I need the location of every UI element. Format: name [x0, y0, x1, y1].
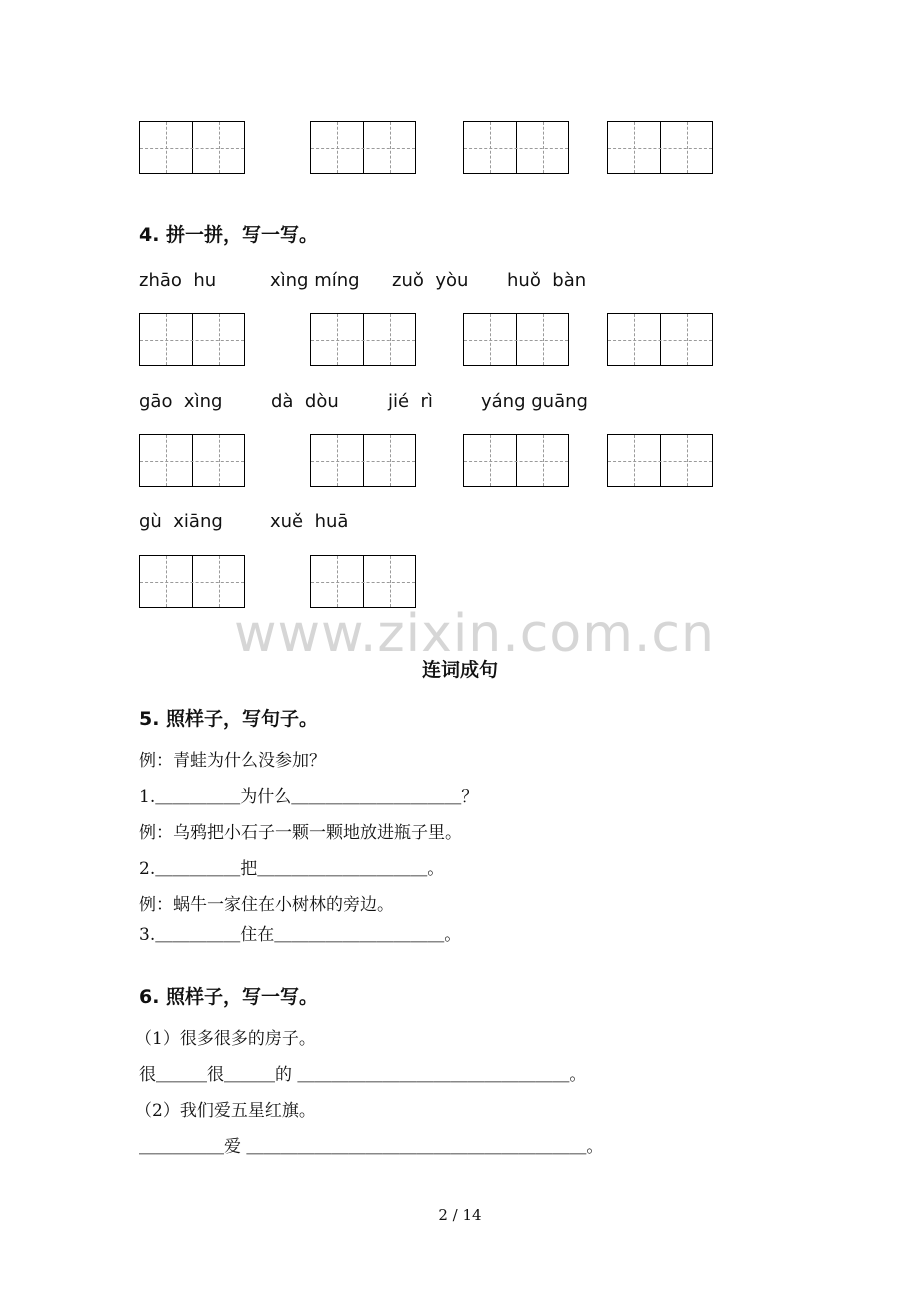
writing-box[interactable] [607, 313, 713, 366]
pinyin-label: zuǒ yòu [392, 270, 469, 291]
pinyin-label: dà dòu [271, 391, 339, 412]
page-number: 2 / 14 [438, 1206, 482, 1224]
writing-box[interactable] [310, 313, 416, 366]
writing-box[interactable] [310, 555, 416, 608]
writing-box[interactable] [463, 313, 569, 366]
pinyin-label: jié rì [388, 391, 433, 412]
q6-heading: 6. 照样子，写一写。 [139, 986, 319, 1008]
q5-line: 例：青蛙为什么没参加？ [139, 751, 326, 771]
pinyin-label: zhāo hu [139, 270, 217, 291]
q6-line: 很＿＿＿很＿＿＿的 ＿＿＿＿＿＿＿＿＿＿＿＿＿＿＿＿。 [139, 1065, 587, 1085]
q6-line: （2）我们爱五星红旗。 [135, 1101, 316, 1121]
q6-line: （1）很多很多的房子。 [135, 1029, 316, 1049]
writing-box[interactable] [463, 121, 569, 174]
q4-heading: 4. 拼一拼，写一写。 [139, 224, 319, 246]
writing-box[interactable] [463, 434, 569, 487]
q5-line: 3.＿＿＿＿＿住在＿＿＿＿＿＿＿＿＿＿。 [139, 925, 462, 945]
section-title: 连词成句 [421, 659, 498, 681]
writing-box[interactable] [607, 434, 713, 487]
watermark: www.zixin.com.cn [234, 604, 715, 664]
q5-heading: 5. 照样子，写句子。 [139, 708, 319, 730]
q5-line: 2.＿＿＿＿＿把＿＿＿＿＿＿＿＿＿＿。 [139, 859, 445, 879]
q5-line: 1.＿＿＿＿＿为什么＿＿＿＿＿＿＿＿＿＿？ [139, 787, 479, 807]
writing-box[interactable] [139, 121, 245, 174]
pinyin-label: xìng míng [270, 270, 360, 291]
writing-box[interactable] [139, 434, 245, 487]
pinyin-label: gù xiāng [139, 511, 223, 532]
q5-line: 例：蜗牛一家住在小树林的旁边。 [139, 895, 394, 915]
pinyin-label: huǒ bàn [507, 270, 587, 291]
q6-line: ＿＿＿＿＿爱 ＿＿＿＿＿＿＿＿＿＿＿＿＿＿＿＿＿＿＿＿。 [139, 1137, 604, 1157]
writing-box[interactable] [607, 121, 713, 174]
writing-box[interactable] [139, 313, 245, 366]
q5-line: 例：乌鸦把小石子一颗一颗地放进瓶子里。 [139, 823, 462, 843]
writing-box[interactable] [139, 555, 245, 608]
pinyin-label: gāo xìng [139, 391, 223, 412]
writing-box[interactable] [310, 121, 416, 174]
writing-box[interactable] [310, 434, 416, 487]
pinyin-label: yáng guāng [481, 391, 588, 412]
pinyin-label: xuě huā [270, 511, 349, 532]
